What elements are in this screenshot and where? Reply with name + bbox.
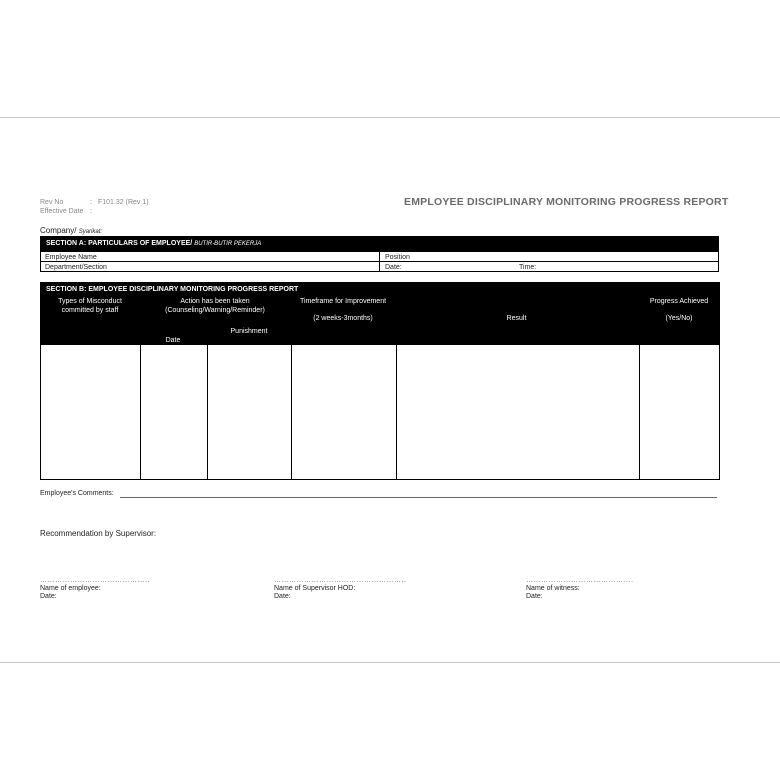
effective-date-label: Effective Date bbox=[40, 208, 84, 215]
section-a-row-2 bbox=[40, 261, 719, 272]
col-types-line-2: committed by staff bbox=[61, 307, 119, 314]
date-label: Date: bbox=[385, 264, 402, 271]
col-divider bbox=[396, 345, 397, 479]
section-a-title-italic: BUTIR-BUTIR PEKERJA bbox=[194, 241, 262, 247]
time-label: Time: bbox=[519, 264, 537, 271]
recommendation-label: Recommendation by Supervisor: bbox=[40, 529, 157, 538]
position-label: Position bbox=[385, 254, 410, 261]
signature-employee bbox=[40, 577, 150, 601]
col-date: Date bbox=[165, 337, 181, 344]
col-result: Result bbox=[506, 315, 527, 322]
rev-label: Rev No bbox=[40, 199, 64, 206]
signature-line: …………………………………….. bbox=[40, 577, 150, 584]
page-title: EMPLOYEE DISCIPLINARY MONITORING PROGRESS REPORT bbox=[404, 196, 729, 208]
signature-date-label: Date: bbox=[526, 593, 543, 600]
signature-line: ……………………………………. bbox=[526, 577, 634, 584]
signature-date-label: Date: bbox=[40, 593, 57, 600]
section-a-heading bbox=[40, 236, 719, 251]
col-divider bbox=[140, 345, 141, 479]
rev-colon: : bbox=[90, 199, 92, 206]
effective-date-colon: : bbox=[90, 208, 92, 215]
col-types-line-1: Types of Misconduct bbox=[58, 298, 122, 305]
comments-label: Employee's Comments: bbox=[40, 490, 114, 497]
signature-line: …………………………………………….. bbox=[274, 577, 407, 584]
col-divider bbox=[291, 345, 292, 479]
col-punishment: Punishment bbox=[230, 328, 268, 335]
col-divider bbox=[207, 345, 208, 479]
signature-name-label: Name of Supervisor HOD: bbox=[274, 585, 356, 592]
signature-date-label: Date: bbox=[274, 593, 291, 600]
col-timeframe-line-2: (2 weeks-3months) bbox=[313, 315, 373, 322]
signature-name-label: Name of employee: bbox=[40, 585, 101, 592]
company-label-italic: Syarikat: bbox=[78, 229, 103, 235]
col-progress-line-2: (Yes/No) bbox=[665, 315, 693, 322]
section-b-heading bbox=[40, 282, 720, 345]
company-label: Company/ bbox=[40, 226, 77, 235]
section-b-title: SECTION B: EMPLOYEE DISCIPLINARY MONITORING PROGRESS REPORT bbox=[46, 286, 299, 293]
department-label: Department/Section bbox=[45, 264, 107, 271]
col-progress-line-1: Progress Achieved bbox=[649, 298, 709, 305]
company-field bbox=[40, 226, 102, 235]
col-timeframe-line-1: Timeframe for Improvement bbox=[299, 298, 387, 305]
section-b-table-body bbox=[40, 344, 720, 480]
section-a-title: SECTION A: PARTICULARS OF EMPLOYEE/ bbox=[46, 240, 193, 247]
col-action-line-1: Action has been taken bbox=[180, 298, 250, 305]
col-action-line-2: (Counseling/Warning/Reminder) bbox=[165, 307, 265, 314]
rev-value: F101.32 (Rev 1) bbox=[98, 199, 149, 206]
col-divider bbox=[639, 345, 640, 479]
signature-name-label: Name of witness: bbox=[526, 585, 580, 592]
signature-witness bbox=[526, 577, 633, 601]
comments-line[interactable] bbox=[120, 497, 717, 498]
employee-name-label: Employee Name bbox=[45, 254, 97, 261]
signature-supervisor bbox=[274, 577, 406, 601]
